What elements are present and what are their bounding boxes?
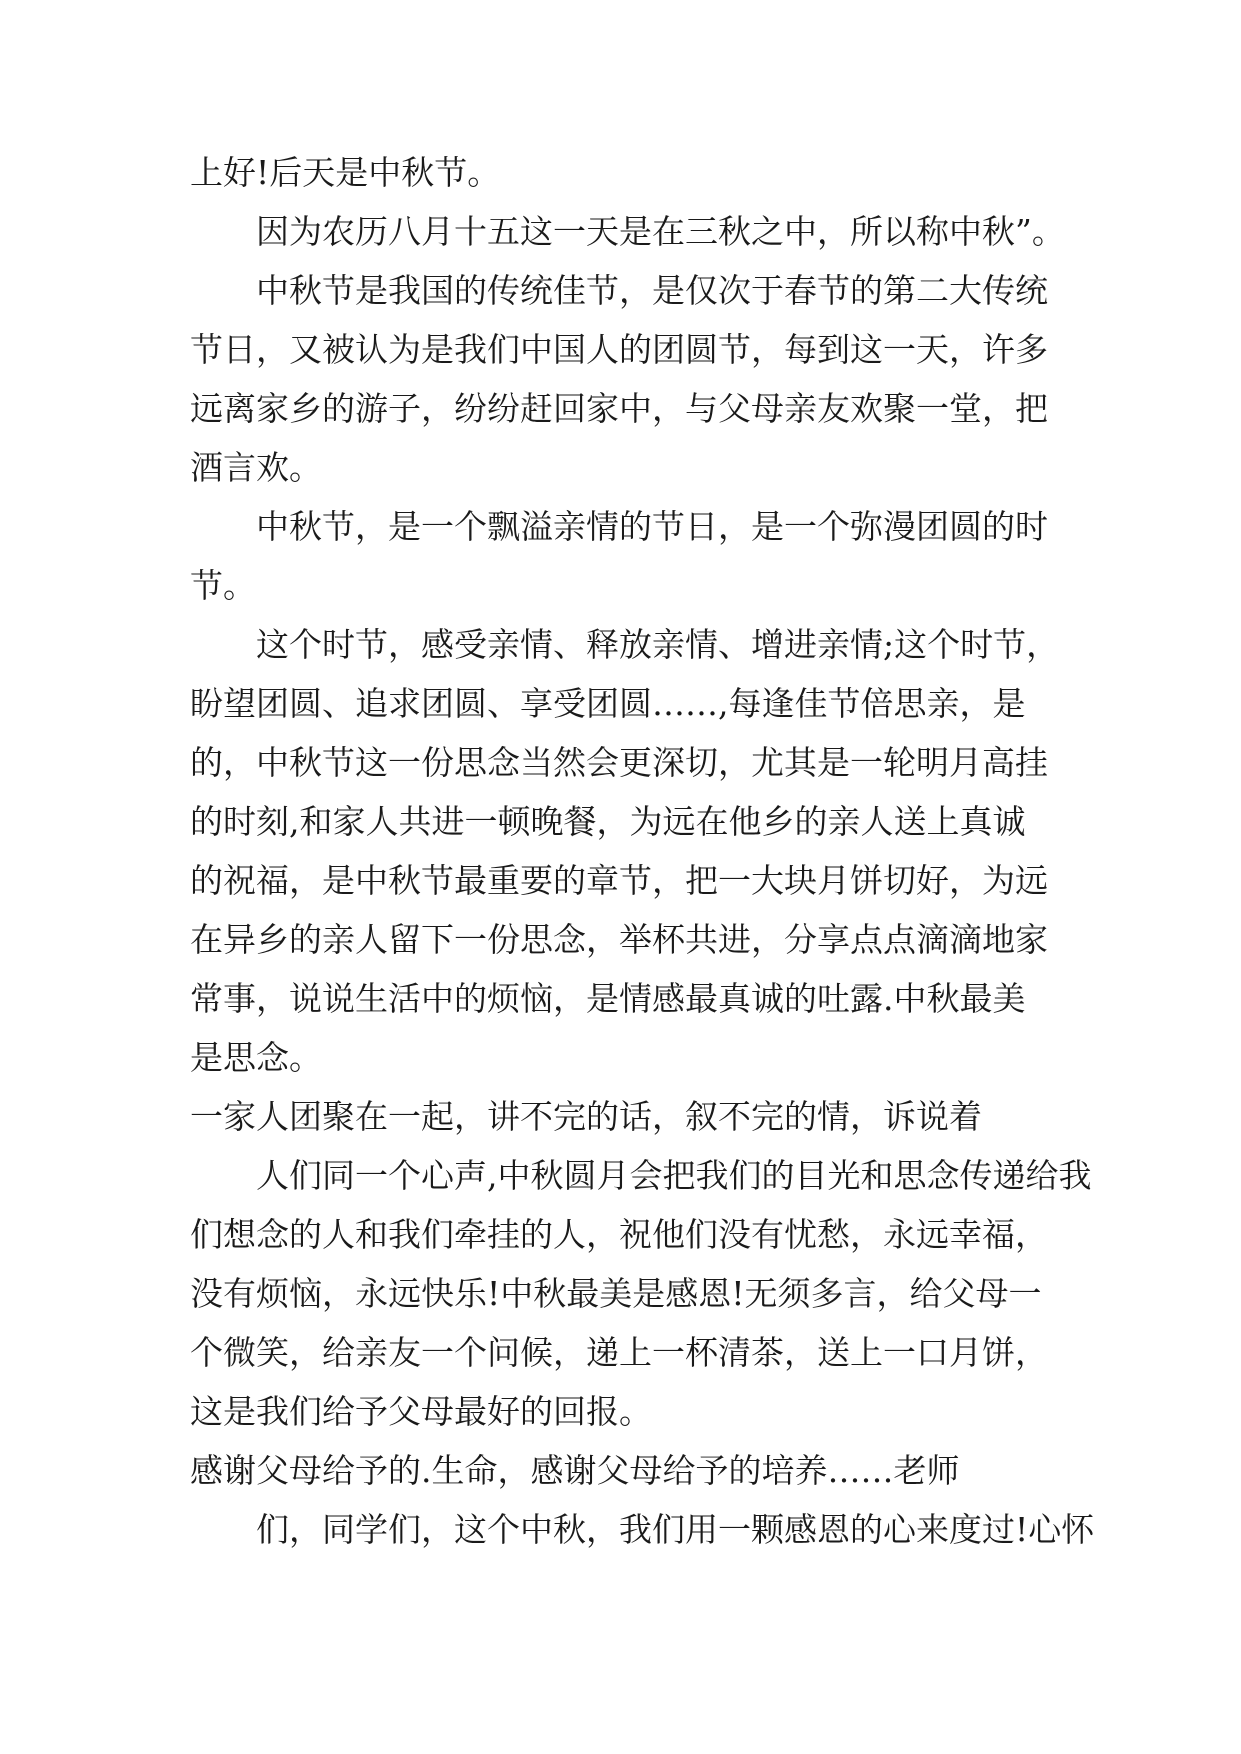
text-line: 个微笑，给亲友一个问候，递上一杯清茶，送上一口月饼，	[190, 1333, 1048, 1372]
text-line: 们想念的人和我们牵挂的人，祝他们没有忧愁，永远幸福，	[190, 1215, 1048, 1254]
text-line: 常事，说说生活中的烦恼，是情感最真诚的吐露.中秋最美	[190, 979, 1026, 1018]
text-line: 节日，又被认为是我们中国人的团圆节，每到这一天，许多	[190, 330, 1048, 369]
text-line: 盼望团圆、追求团圆、享受团圆……,每逢佳节倍思亲，是	[190, 684, 1026, 723]
text-line: 上好!后天是中秋节。	[190, 153, 501, 192]
text-line: 酒言欢。	[190, 448, 322, 487]
text-line: 这个时节，感受亲情、释放亲情、增进亲情;这个时节，	[256, 625, 1060, 664]
text-line: 没有烦恼，永远快乐!中秋最美是感恩!无须多言，给父母一	[190, 1274, 1042, 1313]
text-line: 的，中秋节这一份思念当然会更深切，尤其是一轮明月高挂	[190, 743, 1048, 782]
text-line: 中秋节是我国的传统佳节，是仅次于春节的第二大传统	[256, 271, 1048, 310]
text-line: 节。	[190, 566, 256, 605]
text-line: 一家人团聚在一起，讲不完的话，叙不完的情，诉说着	[190, 1097, 982, 1136]
text-line: 是思念。	[190, 1038, 322, 1077]
text-line: 这是我们给予父母最好的回报。	[190, 1392, 652, 1431]
text-line: 中秋节，是一个飘溢亲情的节日，是一个弥漫团圆的时	[256, 507, 1048, 546]
text-line: 在异乡的亲人留下一份思念，举杯共进，分享点点滴滴地家	[190, 920, 1048, 959]
text-line: 人们同一个心声,中秋圆月会把我们的目光和思念传递给我	[256, 1156, 1092, 1195]
text-line: 的时刻,和家人共进一顿晚餐，为远在他乡的亲人送上真诚	[190, 802, 1026, 841]
text-line: 远离家乡的游子，纷纷赶回家中，与父母亲友欢聚一堂，把	[190, 389, 1048, 428]
text-line: 因为农历八月十五这一天是在三秋之中，所以称中秋”。	[256, 212, 1065, 251]
text-line: 的祝福，是中秋节最重要的章节，把一大块月饼切好，为远	[190, 861, 1048, 900]
text-line: 感谢父母给予的.生命，感谢父母给予的培养……老师	[190, 1451, 960, 1490]
text-line: 们，同学们，这个中秋，我们用一颗感恩的心来度过!心怀	[256, 1510, 1095, 1549]
